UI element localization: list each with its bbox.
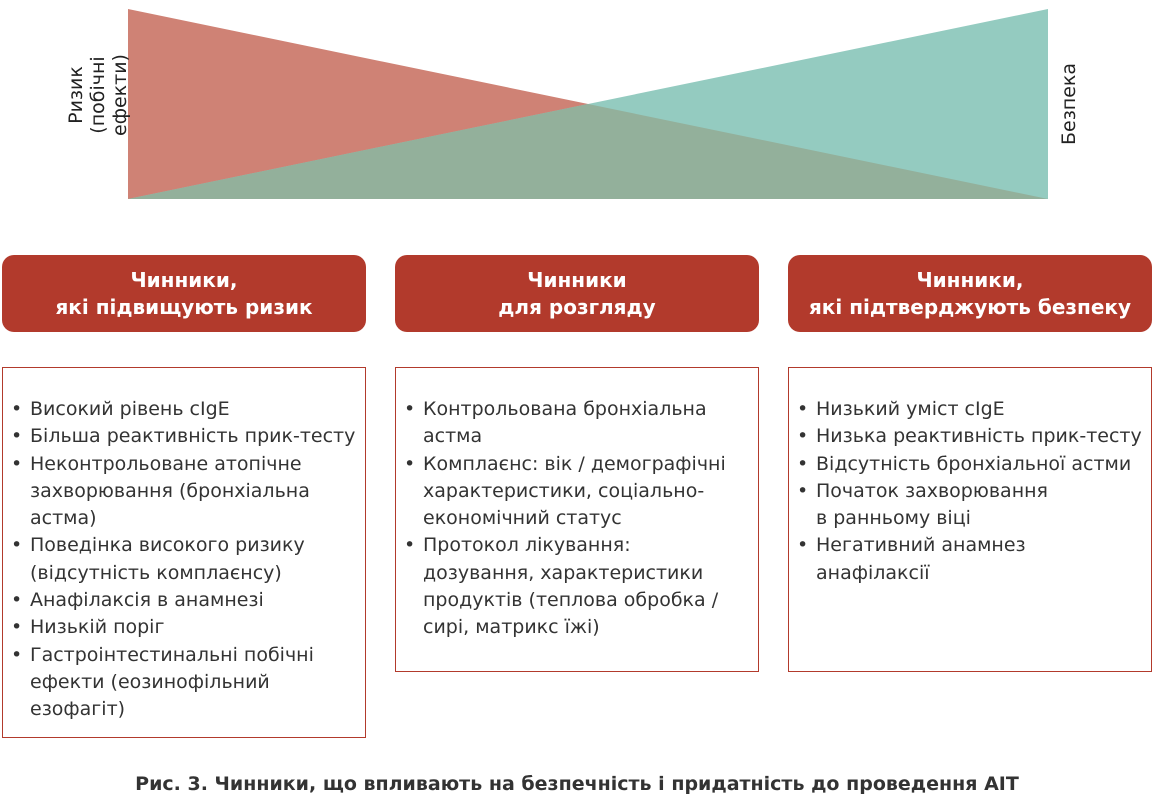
bullet: • [404,398,416,420]
bullet: • [11,534,23,557]
list-item [11,587,361,614]
list-item-text: Неконтрольоване атопічне захворювання (бронхіальна астма) [30,452,310,530]
bullet: • [797,479,809,502]
bullet: • [11,425,23,448]
figure-caption: Рис. 3. Чинники, що впливають на безпечність і придатність до проведення AIT [135,773,1019,795]
list-item [797,396,1147,423]
list-item-text: Анафілаксія в анамнезі [30,589,264,612]
list-item [797,532,1147,587]
header-safety-factors [788,255,1152,332]
list-item [404,532,754,641]
bullet: • [404,534,416,557]
list-item-text: Низькій поріг [30,616,165,639]
list-item [11,396,361,423]
header-line: Чинники, [916,267,1024,292]
bullet: • [11,589,23,612]
risk-safety-balance-diagram [0,0,1154,215]
list-item-text: Поведінка високого ризику (відсутність комплаєнсу) [30,534,305,584]
list-item [404,396,754,451]
safety-factors-list [788,367,1152,672]
header-risk-factors [2,255,366,332]
header-line: які підтверджують безпеку [808,294,1132,319]
bullet: • [797,452,809,475]
bullet: • [11,452,23,475]
list-item [797,451,1147,478]
bullet: • [11,616,23,639]
list-item [11,532,361,587]
safety-axis-label-text: Безпека [1058,62,1080,146]
list-item [797,423,1147,450]
bullet: • [797,534,809,557]
bullet: • [797,398,809,420]
list-item [11,423,361,450]
bullet: • [11,643,23,666]
list-item-text: Контрольована бронхіальна астма [423,398,707,448]
header-line: Чинники [527,267,627,292]
list-item-text: Низька реактивність прик-тесту [816,425,1142,448]
list-item [11,614,361,641]
header-line: для розгляду [498,294,656,319]
list-item-text: Початок захворювання в ранньому віці [816,479,1048,530]
list-item [404,451,754,533]
header-consideration-factors [395,255,759,332]
bullet: • [11,398,23,420]
list-item-text: Високий рівень cIgE [30,398,230,420]
risk-axis-label-text: Ризик (побічні ефекти) [65,54,131,136]
list-item-text: Низький уміст cIgE [816,398,1005,420]
header-line: які підвищують ризик [55,294,313,319]
list-item-text: Більша реактивність прик-тесту [30,425,356,448]
risk-factors-list [2,367,366,738]
list-item [797,478,1147,533]
list-item-text: Негативний анамнез анафілаксії [816,534,1026,584]
consideration-factors-list [395,367,759,672]
list-item-text: Протокол лікування: дозування, характеристики продуктів (теплова обробка / сирі, матрикс їжі) [423,534,719,639]
list-item-text: Комплаєнс: вік / демографічні характеристики, соціально- економічний статус [423,452,726,530]
bullet: • [404,452,416,475]
list-item [11,642,361,724]
list-item-text: Гастроінтестинальні побічні ефекти (еозинофільний езофагіт) [30,643,314,721]
list-item [11,451,361,533]
header-line: Чинники, [130,267,238,292]
bullet: • [797,425,809,448]
list-item-text: Відсутність бронхіальної астми [816,452,1132,475]
